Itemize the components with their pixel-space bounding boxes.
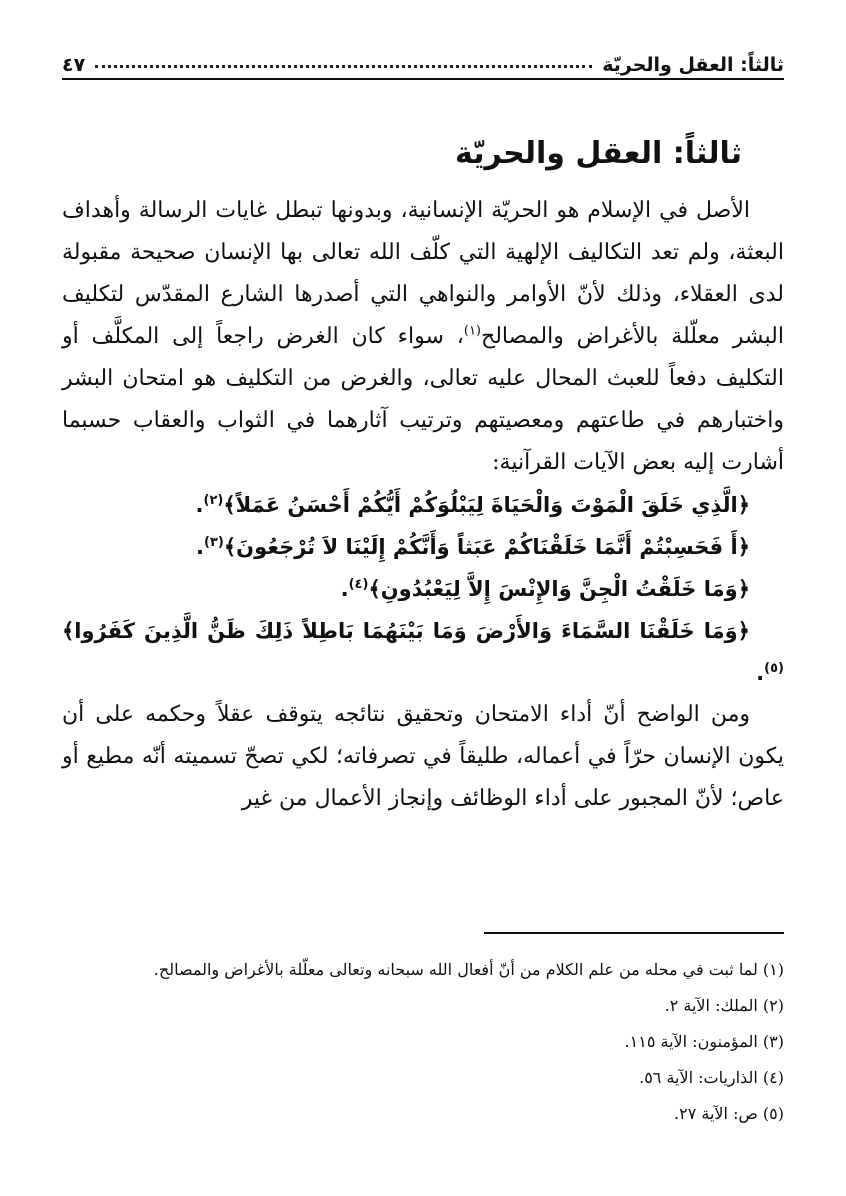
paragraph-2: ومن الواضح أنّ أداء الامتحان وتحقيق نتائجه يتوقف عقلاً وحكمه على أن يكون الإنسان حرّاً في أعماله، طليقاً في تصرفاته؛ لكي تصحّ تسميته أنّه مطيع أو عاص؛ لأنّ المجبور على أداء الوظائف وإنجاز الأعمال من غير	[62, 702, 784, 811]
footnote-1: (١) لما ثبت في محله من علم الكلام من أنّ أفعال الله سبحانه وتعالى معلّلة بالأغراض والمصالح.	[153, 960, 784, 979]
footnote-mark-5: (٥)	[764, 661, 784, 676]
footnote-5: (٥) ص: الآية ٢٧.	[674, 1104, 784, 1123]
paragraph-1	[62, 190, 784, 484]
verse-4: ﴿وَمَا خَلَقْنَا السَّمَاءَ وَالأَرْضَ وَمَا بَيْنَهُمَا بَاطِلاً ذَلِكَ ظَنُّ الَّذِينَ كَفَرُوا﴾$^{(٥)}$.	[62, 619, 784, 685]
verse-text: ﴿وَمَا خَلَقْنَا السَّمَاءَ وَالأَرْضَ وَمَا بَيْنَهُمَا بَاطِلاً ذَلِكَ ظَنُّ الَّذِينَ كَفَرُوا﴾	[62, 619, 750, 643]
verse-3: ﴿وَمَا خَلَقْتُ الْجِنَّ وَالإِنْسَ إِلاَّ لِيَعْبُدُونِ﴾$^{(٤)}$.	[340, 577, 750, 601]
footnote-2: (٢) الملك: الآية ٢.	[664, 996, 784, 1015]
section-title: ثالثاً: العقل والحريّة	[455, 136, 742, 171]
running-title: ثالثاً: العقل والحريّة	[602, 54, 784, 76]
footnotes	[62, 952, 784, 1132]
verse-text: ﴿أَ فَحَسِبْتُمْ أَنَّمَا خَلَقْنَاكُمْ عَبَثاً وَأَنَّكُمْ إِلَيْنَا لاَ تُرْجَعُونَ﴾	[223, 535, 750, 559]
leader-dots	[95, 64, 592, 68]
footnote-rule	[484, 932, 784, 934]
page-number: ٤٧	[62, 54, 86, 76]
verse-text: ﴿الَّذِي خَلَقَ الْمَوْتَ وَالْحَيَاةَ لِيَبْلُوَكُمْ أَيُّكُمْ أَحْسَنُ عَمَلاً﴾	[223, 493, 750, 517]
header-rule	[62, 78, 784, 80]
footnote-mark-4: (٤)	[348, 577, 369, 592]
paragraph-1-text: الأصل في الإسلام هو الحريّة الإنسانية، وبدونها تبطل غايات الرسالة وأهداف البعثة، ولم تعد التكاليف الإلهية التي كلّف الله تعالى بها الإنسان صحيحة مقبولة لدى العقلاء، وذلك لأنّ الأوامر والنواهي التي أصدرها الشارع المقدّس لتكليف البشر معلّلة بالأغراض والمصالح	[62, 198, 785, 349]
footnote-mark-1: (١)	[463, 323, 481, 339]
verse-1: ﴿الَّذِي خَلَقَ الْمَوْتَ وَالْحَيَاةَ لِيَبْلُوَكُمْ أَيُّكُمْ أَحْسَنُ عَمَلاً﴾$^{(٢)}$.	[195, 493, 750, 517]
footnote-mark-3: (٣)	[204, 535, 224, 550]
footnote-4: (٤) الذاريات: الآية ٥٦.	[639, 1068, 784, 1087]
verse-2: ﴿أَ فَحَسِبْتُمْ أَنَّمَا خَلَقْنَاكُمْ عَبَثاً وَأَنَّكُمْ إِلَيْنَا لاَ تُرْجَعُونَ﴾$^{(٣)}$.	[196, 535, 750, 559]
paragraph-1-continued: ، سواء كان الغرض راجعاً إلى المكلَّف أو التكليف دفعاً للعبث المحال عليه تعالى، والغرض من التكليف هو امتحان البشر واختبارهم في طاعتهم ومعصيتهم وترتيب آثارهما في الثواب والعقاب حسبما أشارت إليه بعض الآيات القرآنية:	[62, 324, 784, 475]
footnote-3: (٣) المؤمنون: الآية ١١٥.	[624, 1032, 784, 1051]
verse-text: ﴿وَمَا خَلَقْتُ الْجِنَّ وَالإِنْسَ إِلاَّ لِيَعْبُدُونِ﴾	[368, 577, 750, 601]
running-header	[62, 36, 784, 76]
body-text	[62, 190, 784, 820]
footnote-mark-2: (٢)	[203, 493, 224, 508]
